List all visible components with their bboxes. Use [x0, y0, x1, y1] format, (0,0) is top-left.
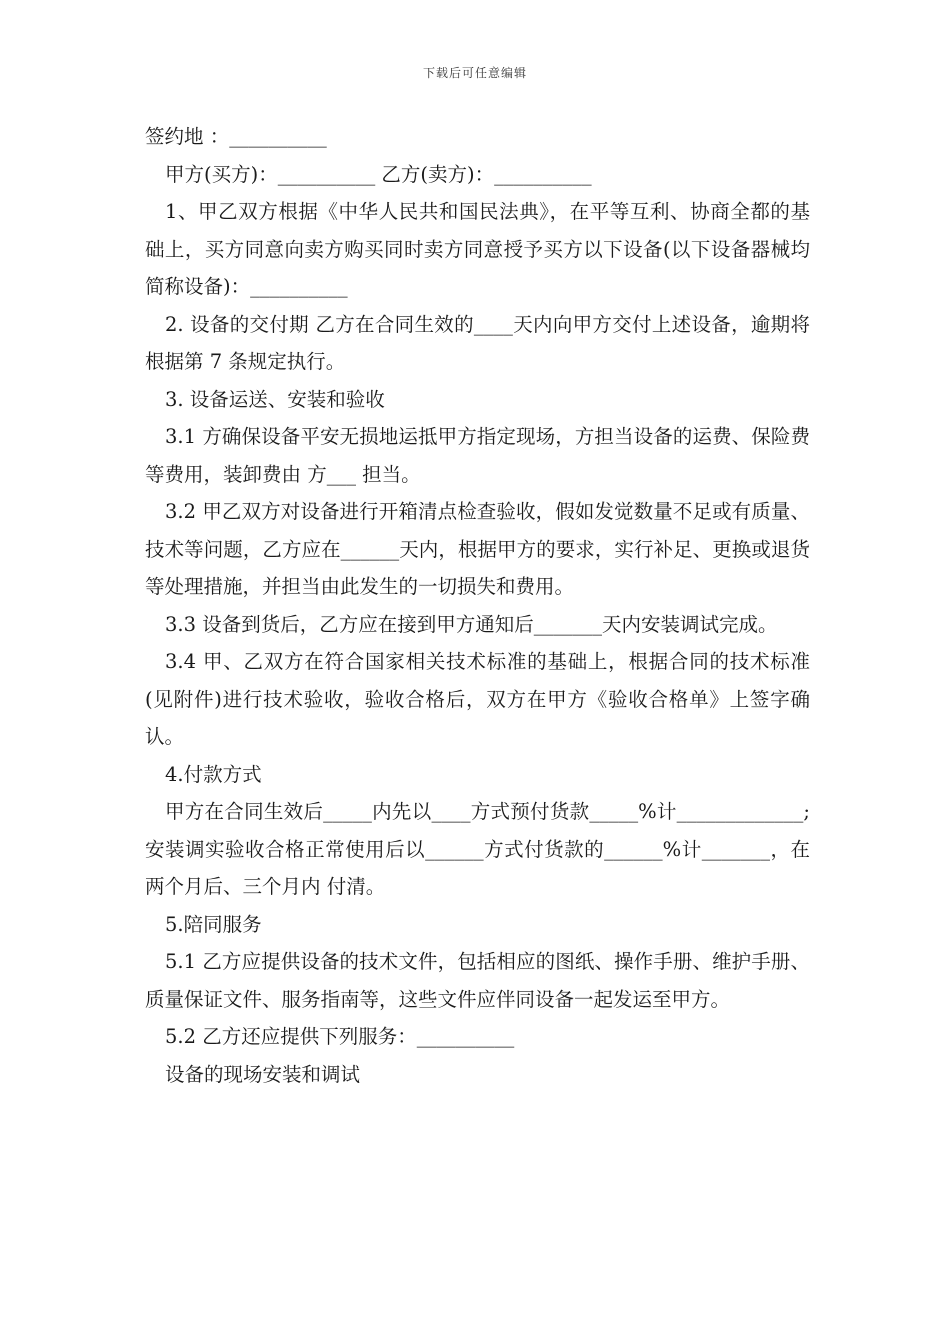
clause-3-4: 3.4 甲、乙双方在符合国家相关技术标准的基础上，根据合同的技术标准(见附件)进行技术验收，验收合格后，双方在甲方《验收合格单》上签字确认。: [145, 650, 810, 748]
clause-4-payment: 甲方在合同生效后_____内先以____方式预付货款_____%计_____________;安装调实验收合格正常使用后以______方式付货款的______%计_______，在 两个月后、三个月内 付清。: [145, 800, 817, 898]
clause-3-1: 3.1 方确保设备平安无损地运抵甲方指定现场，方担当设备的运费、保险费等费用，装卸费由 方___ 担当。: [145, 425, 810, 486]
clause-5-2-item: 设备的现场安装和调试: [165, 1062, 361, 1086]
clause-3-heading: 3. 设备运送、安装和验收: [165, 387, 385, 411]
clause-4-heading: 4.付款方式: [165, 762, 262, 786]
clause-3-3: 3.3 设备到货后，乙方应在接到甲方通知后_______天内安装调试完成。: [165, 612, 778, 636]
document-body: [145, 118, 817, 1093]
clause-1: 1、甲乙双方根据《中华人民共和国民法典》，在平等互利、协商全都的基础上，买方同意向卖方购买同时卖方同意授予买方以下设备(以下设备器械均简称设备)：__________: [145, 200, 810, 298]
clause-5-1: 5.1 乙方应提供设备的技术文件，包括相应的图纸、操作手册、维护手册、质量保证文件、服务指南等，这些文件应伴同设备一起发运至甲方。: [145, 950, 810, 1011]
signing-place-line: 签约地 ：__________: [145, 125, 327, 148]
clause-5-2: 5.2 乙方还应提供下列服务：__________: [165, 1025, 515, 1048]
clause-2-delivery: 2. 设备的交付期 乙方在合同生效的____天内向甲方交付上述设备，逾期将根据第 7 条规定执行。: [145, 312, 810, 373]
parties-line: 甲方(买方)：__________ 乙方(卖方)：__________: [165, 162, 592, 186]
page-header-note: 下载后可任意编辑: [422, 66, 527, 80]
clause-5-heading: 5.陪同服务: [165, 912, 262, 936]
clause-3-2: 3.2 甲乙双方对设备进行开箱清点检查验收，假如发觉数量不足或有质量、技术等问题，乙方应在______天内，根据甲方的要求，实行补足、更换或退货等处理措施，并担当由此发生的一切损失和费用。: [145, 500, 810, 598]
